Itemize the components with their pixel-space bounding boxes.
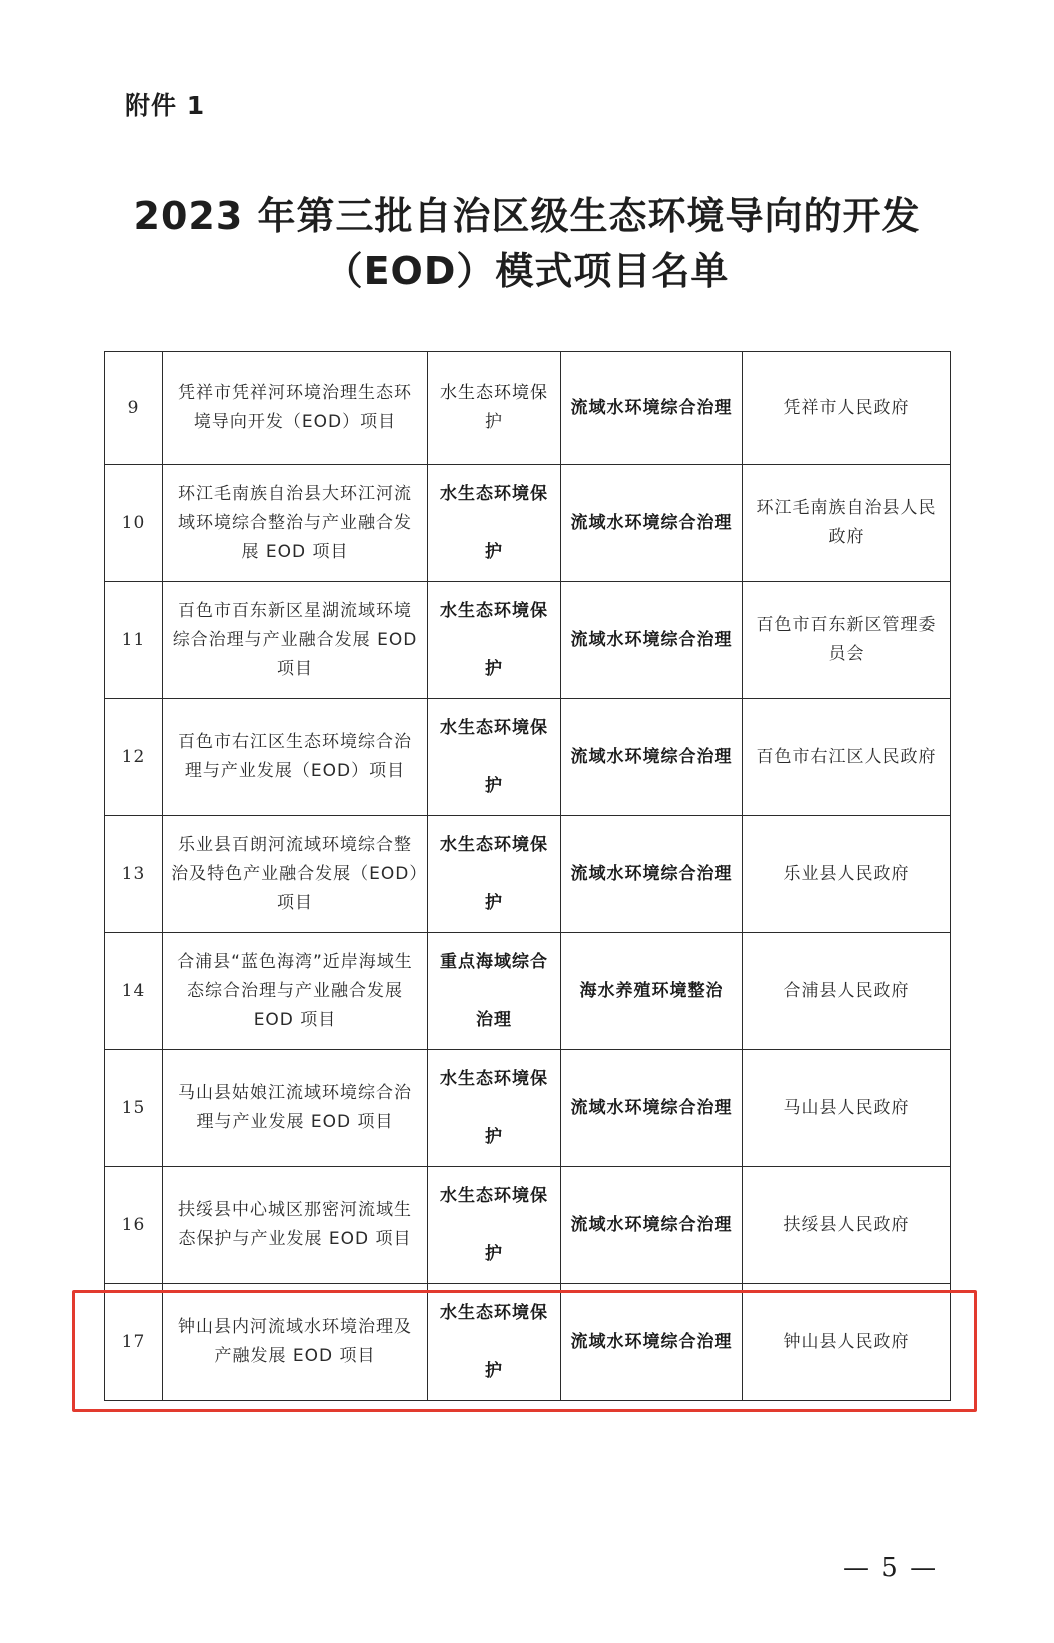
attachment-label: 附件 1 — [125, 91, 206, 120]
project-type: 流域水环境综合治理 — [561, 816, 743, 933]
table-row — [105, 699, 951, 816]
table-row — [105, 582, 951, 699]
project-type: 流域水环境综合治理 — [561, 1284, 743, 1401]
implementing-body: 合浦县人民政府 — [743, 933, 951, 1050]
project-category: 水生态环境保护 — [428, 582, 561, 699]
project-type: 流域水环境综合治理 — [561, 699, 743, 816]
project-list-table — [104, 351, 951, 1401]
project-name: 乐业县百朗河流域环境综合整治及特色产业融合发展（EOD）项目 — [163, 816, 428, 933]
table-row — [105, 816, 951, 933]
implementing-body: 环江毛南族自治县人民政府 — [743, 465, 951, 582]
project-type: 流域水环境综合治理 — [561, 352, 743, 465]
project-type: 流域水环境综合治理 — [561, 1167, 743, 1284]
row-number: 13 — [105, 816, 163, 933]
row-number: 15 — [105, 1050, 163, 1167]
row-number: 17 — [105, 1284, 163, 1401]
project-category: 水生态环境保护 — [428, 1167, 561, 1284]
implementing-body: 乐业县人民政府 — [743, 816, 951, 933]
row-number: 9 — [105, 352, 163, 465]
project-name: 百色市百东新区星湖流域环境综合治理与产业融合发展 EOD 项目 — [163, 582, 428, 699]
document-title-line-2: （EOD）模式项目名单 — [324, 249, 730, 293]
project-name: 百色市右江区生态环境综合治理与产业发展（EOD）项目 — [163, 699, 428, 816]
project-category: 水生态环境保护 — [428, 816, 561, 933]
page-number: — 5 — — [843, 1553, 939, 1583]
implementing-body: 钟山县人民政府 — [743, 1284, 951, 1401]
project-name: 凭祥市凭祥河环境治理生态环境导向开发（EOD）项目 — [163, 352, 428, 465]
project-category: 水生态环境保护 — [428, 1284, 561, 1401]
table-row — [105, 1284, 951, 1401]
row-number: 16 — [105, 1167, 163, 1284]
document-title-line-1: 2023 年第三批自治区级生态环境导向的开发 — [133, 194, 921, 238]
project-category: 水生态环境保护 — [428, 465, 561, 582]
project-category: 水生态环境保护 — [428, 1050, 561, 1167]
table-row — [105, 1167, 951, 1284]
project-category: 重点海域综合治理 — [428, 933, 561, 1050]
row-number: 11 — [105, 582, 163, 699]
project-type: 流域水环境综合治理 — [561, 582, 743, 699]
implementing-body: 凭祥市人民政府 — [743, 352, 951, 465]
implementing-body: 马山县人民政府 — [743, 1050, 951, 1167]
project-type: 海水养殖环境整治 — [561, 933, 743, 1050]
row-number: 10 — [105, 465, 163, 582]
project-category: 水生态环境保护 — [428, 352, 561, 465]
row-number: 14 — [105, 933, 163, 1050]
implementing-body: 百色市右江区人民政府 — [743, 699, 951, 816]
implementing-body: 扶绥县人民政府 — [743, 1167, 951, 1284]
table-row — [105, 352, 951, 465]
table-row — [105, 1050, 951, 1167]
table-row — [105, 465, 951, 582]
project-name: 扶绥县中心城区那密河流域生态保护与产业发展 EOD 项目 — [163, 1167, 428, 1284]
project-type: 流域水环境综合治理 — [561, 1050, 743, 1167]
project-name: 合浦县“蓝色海湾”近岸海域生态综合治理与产业融合发展 EOD 项目 — [163, 933, 428, 1050]
implementing-body: 百色市百东新区管理委员会 — [743, 582, 951, 699]
table-row — [105, 933, 951, 1050]
project-name: 马山县姑娘江流域环境综合治理与产业发展 EOD 项目 — [163, 1050, 428, 1167]
project-name: 钟山县内河流域水环境治理及产融发展 EOD 项目 — [163, 1284, 428, 1401]
project-type: 流域水环境综合治理 — [561, 465, 743, 582]
project-name: 环江毛南族自治县大环江河流域环境综合整治与产业融合发展 EOD 项目 — [163, 465, 428, 582]
project-category: 水生态环境保护 — [428, 699, 561, 816]
row-number: 12 — [105, 699, 163, 816]
